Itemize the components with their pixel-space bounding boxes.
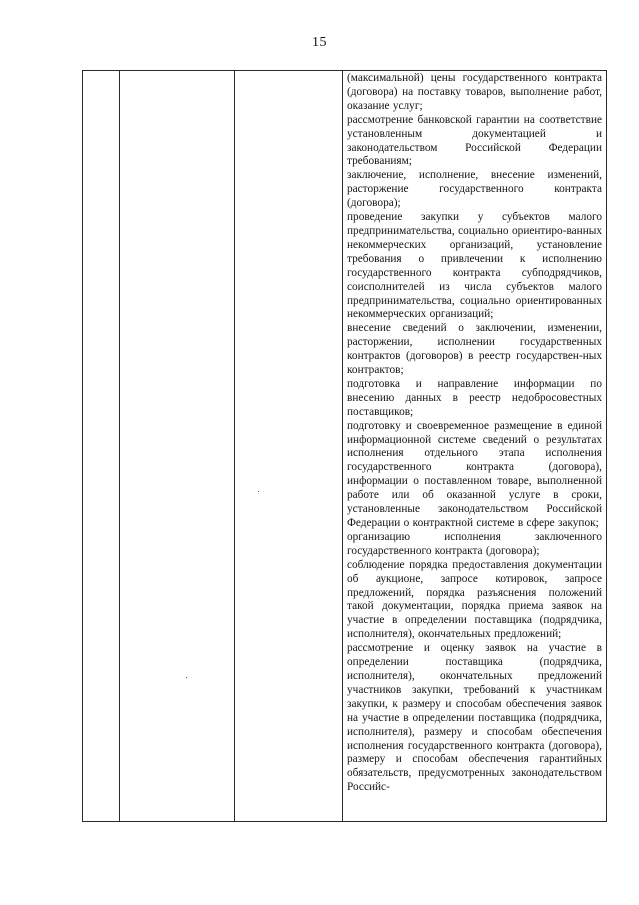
table-cell-column-4 <box>343 71 607 822</box>
document-table <box>82 70 607 822</box>
scan-speck <box>186 677 187 678</box>
paragraph: (максимальной) цены государственного контракта (договора) на поставку товаров, выполнение работ, оказание услуг; <box>347 72 602 112</box>
cell-text-block <box>343 71 606 795</box>
paragraph: заключение, исполнение, внесение изменений, расторжение государственного контракта (договора); <box>347 169 602 210</box>
page-number: 15 <box>312 35 327 50</box>
paragraph: внесение сведений о заключении, изменении, расторжении, исполнении государственных контрактов (договоров) в реестр государствен-ных контрактов; <box>347 322 602 377</box>
paragraph: проведение закупки у субъектов малого предпринимательства, социально ориентиро-ванных некоммерческих организаций, установление требования о привлечении к исполнению государственного контракта субподрядчиков, соисполнителей из числа субъектов малого предпринимательства, социально ориентированных некоммерческих организаций; <box>347 211 602 321</box>
scan-speck <box>258 491 259 492</box>
paragraph: рассмотрение и оценку заявок на участие в определении поставщика (подрядчика, исполнителя), окончательных предложений участников закупки, требований к участникам закупки, к размеру и способам обеспечения заявок на участие в определении поставщика (подрядчика, исполнителя), размеру и способам обеспечения исполнения государственного контракта (договора), размеру и способам обеспечения гарантийных обязательств, предусмотренных законодательством Российс- <box>347 642 602 794</box>
table-cell-column-2 <box>120 71 235 822</box>
table-cell-column-3 <box>235 71 343 822</box>
table-row <box>83 71 607 822</box>
paragraph: организацию исполнения заключенного государственного контракта (договора); <box>347 530 602 557</box>
paragraph: рассмотрение банковской гарантии на соответствие установленным документацией и законодательством Российской Федерации требованиям; <box>347 113 602 168</box>
paragraph: подготовку и своевременное размещение в единой информационной системе сведений о результатах исполнения отдельного этапа исполнения государственного контракта (договора), информации о поставленном товаре, выполненной работе или об оказанной услуге в сроки, установленные законодательством Российской Федерации о контрактной системе в сфере закупок; <box>347 419 602 529</box>
table-cell-column-1 <box>83 71 120 822</box>
paragraph: соблюдение порядка предоставления документации об аукционе, запросе котировок, запросе предложений, порядка разъяснения положений такой документации, порядка приема заявок на участие в определении поставщика (подрядчика, исполнителя), окончательных предложений; <box>347 558 602 641</box>
paragraph: подготовка и направление информации по внесению данных в реестр недобросовестных поставщиков; <box>347 377 602 418</box>
